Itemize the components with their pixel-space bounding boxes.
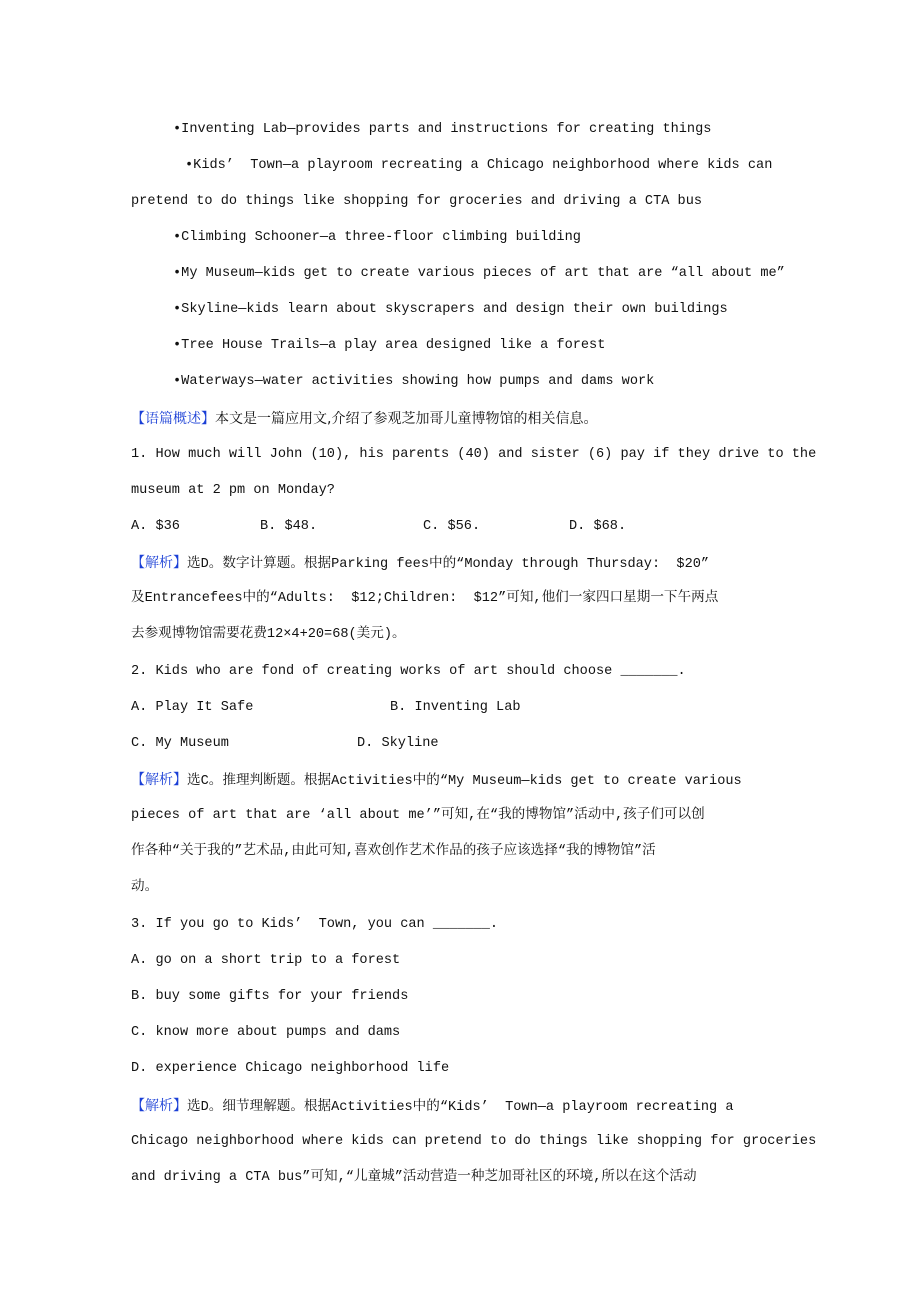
question-text: 1. How much will John (10), his parents (40) and sister (6) pay if they drive to the	[131, 447, 817, 462]
option-b: B. $48.	[260, 519, 318, 534]
analysis-text: Chicago neighborhood where kids can pretend to do things like shopping for groceries	[131, 1134, 817, 1149]
activity-item: •Waterways—water activities showing how pumps and dams work	[173, 374, 655, 389]
summary-tag: 【语篇概述】	[131, 411, 215, 427]
activity-item: •Inventing Lab—provides parts and instructions for creating things	[173, 122, 712, 137]
option-c: C. My Museum	[131, 736, 229, 751]
analysis-text: 选C。推理判断题。根据Activities中的“My Museum—kids get to create various	[187, 774, 742, 789]
activity-item: •Skyline—kids learn about skyscrapers and design their own buildings	[173, 302, 728, 317]
analysis-text: 及Entrancefees中的“Adults: $12;Children: $12”可知,他们一家四口星期一下午两点	[131, 591, 719, 606]
question-text: 3. If you go to Kids’ Town, you can _______.	[131, 917, 499, 932]
question-text: museum at 2 pm on Monday?	[131, 483, 335, 498]
option-a: A. $36	[131, 519, 180, 534]
analysis-text: 选D。数字计算题。根据Parking fees中的“Monday through Thursday: $20”	[187, 557, 710, 572]
analysis-text: 作各种“关于我的”艺术品,由此可知,喜欢创作艺术作品的孩子应该选择“我的博物馆”活	[131, 844, 656, 859]
passage-summary	[131, 409, 597, 429]
option-d: D. Skyline	[357, 736, 439, 751]
option-a: A. go on a short trip to a forest	[131, 953, 401, 968]
option-b: B. Inventing Lab	[390, 700, 521, 715]
summary-text: 本文是一篇应用文,介绍了参观芝加哥儿童博物馆的相关信息。	[215, 411, 598, 427]
question-text: 2. Kids who are fond of creating works of art should choose _______.	[131, 664, 686, 679]
analysis	[131, 1096, 734, 1118]
activity-item: •Climbing Schooner—a three-floor climbing building	[173, 230, 581, 245]
analysis-tag: 【解析】	[131, 555, 187, 571]
analysis-text: pieces of art that are ‘all about me’”可知,在“我的博物馆”活动中,孩子们可以创	[131, 808, 705, 823]
analysis	[131, 770, 742, 792]
analysis-tag: 【解析】	[131, 1098, 187, 1114]
analysis-tag: 【解析】	[131, 772, 187, 788]
analysis-text: 选D。细节理解题。根据Activities中的“Kids’ Town—a playroom recreating a	[187, 1100, 734, 1115]
option-d: D. experience Chicago neighborhood life	[131, 1061, 450, 1076]
option-d: D. $68.	[569, 519, 627, 534]
option-a: A. Play It Safe	[131, 700, 254, 715]
analysis-text: and driving a CTA bus”可知,“儿童城”活动营造一种芝加哥社区的环境,所以在这个活动	[131, 1170, 697, 1185]
activity-item: •My Museum—kids get to create various pieces of art that are “all about me”	[173, 266, 785, 281]
analysis-text: 动。	[131, 880, 159, 895]
activity-item: •Tree House Trails—a play area designed like a forest	[173, 338, 606, 353]
option-c: C. know more about pumps and dams	[131, 1025, 401, 1040]
analysis-text: 去参观博物馆需要花费12×4+20=68(美元)。	[131, 627, 406, 642]
activity-item-continued: pretend to do things like shopping for groceries and driving a CTA bus	[131, 194, 703, 209]
analysis	[131, 553, 709, 575]
option-c: C. $56.	[423, 519, 481, 534]
option-b: B. buy some gifts for your friends	[131, 989, 409, 1004]
activity-item: •Kids’ Town—a playroom recreating a Chicago neighborhood where kids can	[185, 158, 773, 173]
